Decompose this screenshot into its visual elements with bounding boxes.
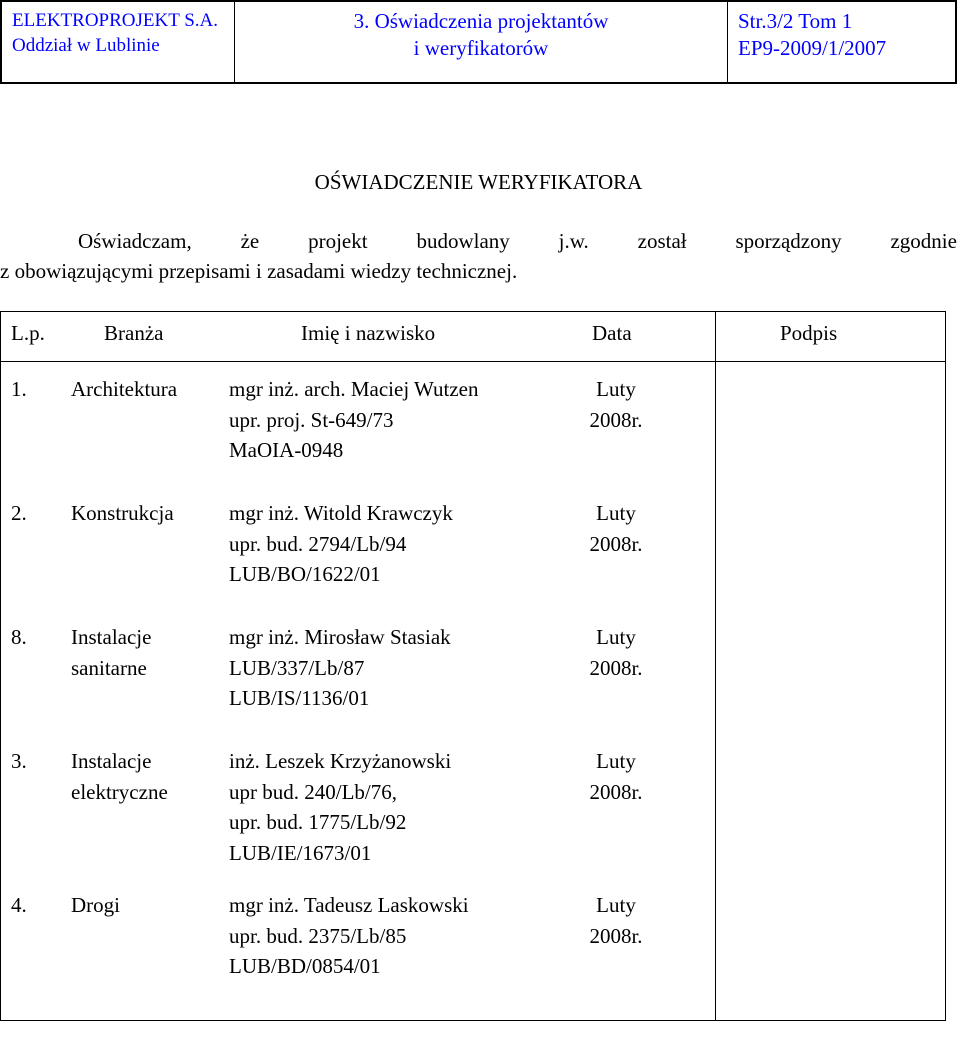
header-company [2,2,234,82]
signature-column-divider [715,312,716,1020]
row-branch-line: Instalacje [71,749,152,773]
row-date-line: 2008r. [589,779,643,804]
row-name-line: mgr inż. Witold Krawczyk [229,501,453,525]
row-date-line: Luty [596,377,636,401]
row-branch-line: sanitarne [71,655,147,680]
row-name [229,374,479,466]
row-name-line: LUB/BO/1622/01 [229,562,381,586]
row-date [561,374,671,435]
row-number: 2. [11,501,27,525]
verifiers-table [0,311,946,1021]
row-name [229,622,451,714]
row-date [561,498,671,559]
row-branch [71,498,174,529]
row-branch [71,746,168,807]
header-date: Data [592,321,632,345]
row-branch-line: Drogi [71,893,120,917]
statement-word: sporządzony [735,229,842,253]
row-number: 4. [11,893,27,917]
row-date-line: Luty [596,625,636,649]
row-date [561,890,671,951]
row-name-line: upr. proj. St-649/73 [229,407,394,432]
statement-word: zgodnie [890,229,957,253]
header-no: L.p. [11,321,45,345]
section-title-line1: 3. Oświadczenia projektantów [353,9,609,33]
row-name-line: mgr inż. Tadeusz Laskowski [229,893,469,917]
page-number: Str.3/2 Tom 1 [738,9,853,33]
row-name-line: LUB/337/Lb/87 [229,655,365,680]
row-date-line: Luty [596,893,636,917]
row-date-line: 2008r. [589,407,643,432]
row-number: 8. [11,625,27,649]
row-name-line: upr. bud. 2794/Lb/94 [229,531,407,556]
row-name-line: LUB/IE/1673/01 [229,840,372,865]
row-date-line: 2008r. [589,531,643,556]
table-header-row [1,312,945,362]
row-name-line: MaOIA-0948 [229,438,344,462]
row-name-line: LUB/BD/0854/01 [229,954,381,978]
row-date-line: Luty [596,749,636,773]
row-name-line: upr bud. 240/Lb/76, [229,779,397,804]
statement-word: projekt [308,229,368,253]
row-name-line: upr. bud. 2375/Lb/85 [229,923,407,948]
statement-word: j.w. [558,229,589,253]
page-title: OŚWIADCZENIE WERYFIKATORA [314,170,643,194]
header-signature: Podpis [780,321,838,345]
company-name: ELEKTROPROJEKT S.A. [12,10,219,31]
row-name-line: inż. Leszek Krzyżanowski [229,749,452,773]
statement-word: budowlany [416,229,510,253]
row-branch-line: Instalacje [71,625,152,649]
row-branch [71,622,151,683]
section-title-line2: i weryfikatorów [413,36,549,60]
statement-word: że [240,229,260,253]
row-branch-line: elektryczne [71,779,168,804]
row-number: 3. [11,749,27,773]
row-branch [71,374,177,405]
header-name: Imię i nazwisko [301,321,436,345]
row-name [229,498,453,590]
statement-word: Oświadczam, [78,229,192,253]
document-code: EP9-2009/1/2007 [738,36,887,60]
row-name-line: mgr inż. arch. Maciej Wutzen [229,377,479,401]
header-section [234,2,728,82]
statement-paragraph [0,226,957,286]
row-date [561,746,671,807]
row-name-line: upr. bud. 1775/Lb/92 [229,810,407,834]
row-date-line: Luty [596,501,636,525]
row-name [229,890,469,982]
header-page-info [728,2,955,82]
row-date [561,622,671,683]
row-name-line: LUB/IS/1136/01 [229,686,370,710]
row-date-line: 2008r. [589,923,643,948]
row-name [229,746,451,868]
row-number: 1. [11,377,27,401]
company-branch: Oddział w Lublinie [12,35,160,56]
row-branch-line: Konstrukcja [71,501,174,525]
header-branch: Branża [104,321,164,345]
statement-line-1 [0,226,957,256]
statement-line-2: z obowiązującymi przepisami i zasadami wiedzy technicznej. [0,259,518,283]
row-branch-line: Architektura [71,377,178,401]
row-branch [71,890,120,921]
statement-word: został [637,229,687,253]
document-header [0,0,957,84]
row-date-line: 2008r. [589,655,643,680]
row-name-line: mgr inż. Mirosław Stasiak [229,625,451,649]
